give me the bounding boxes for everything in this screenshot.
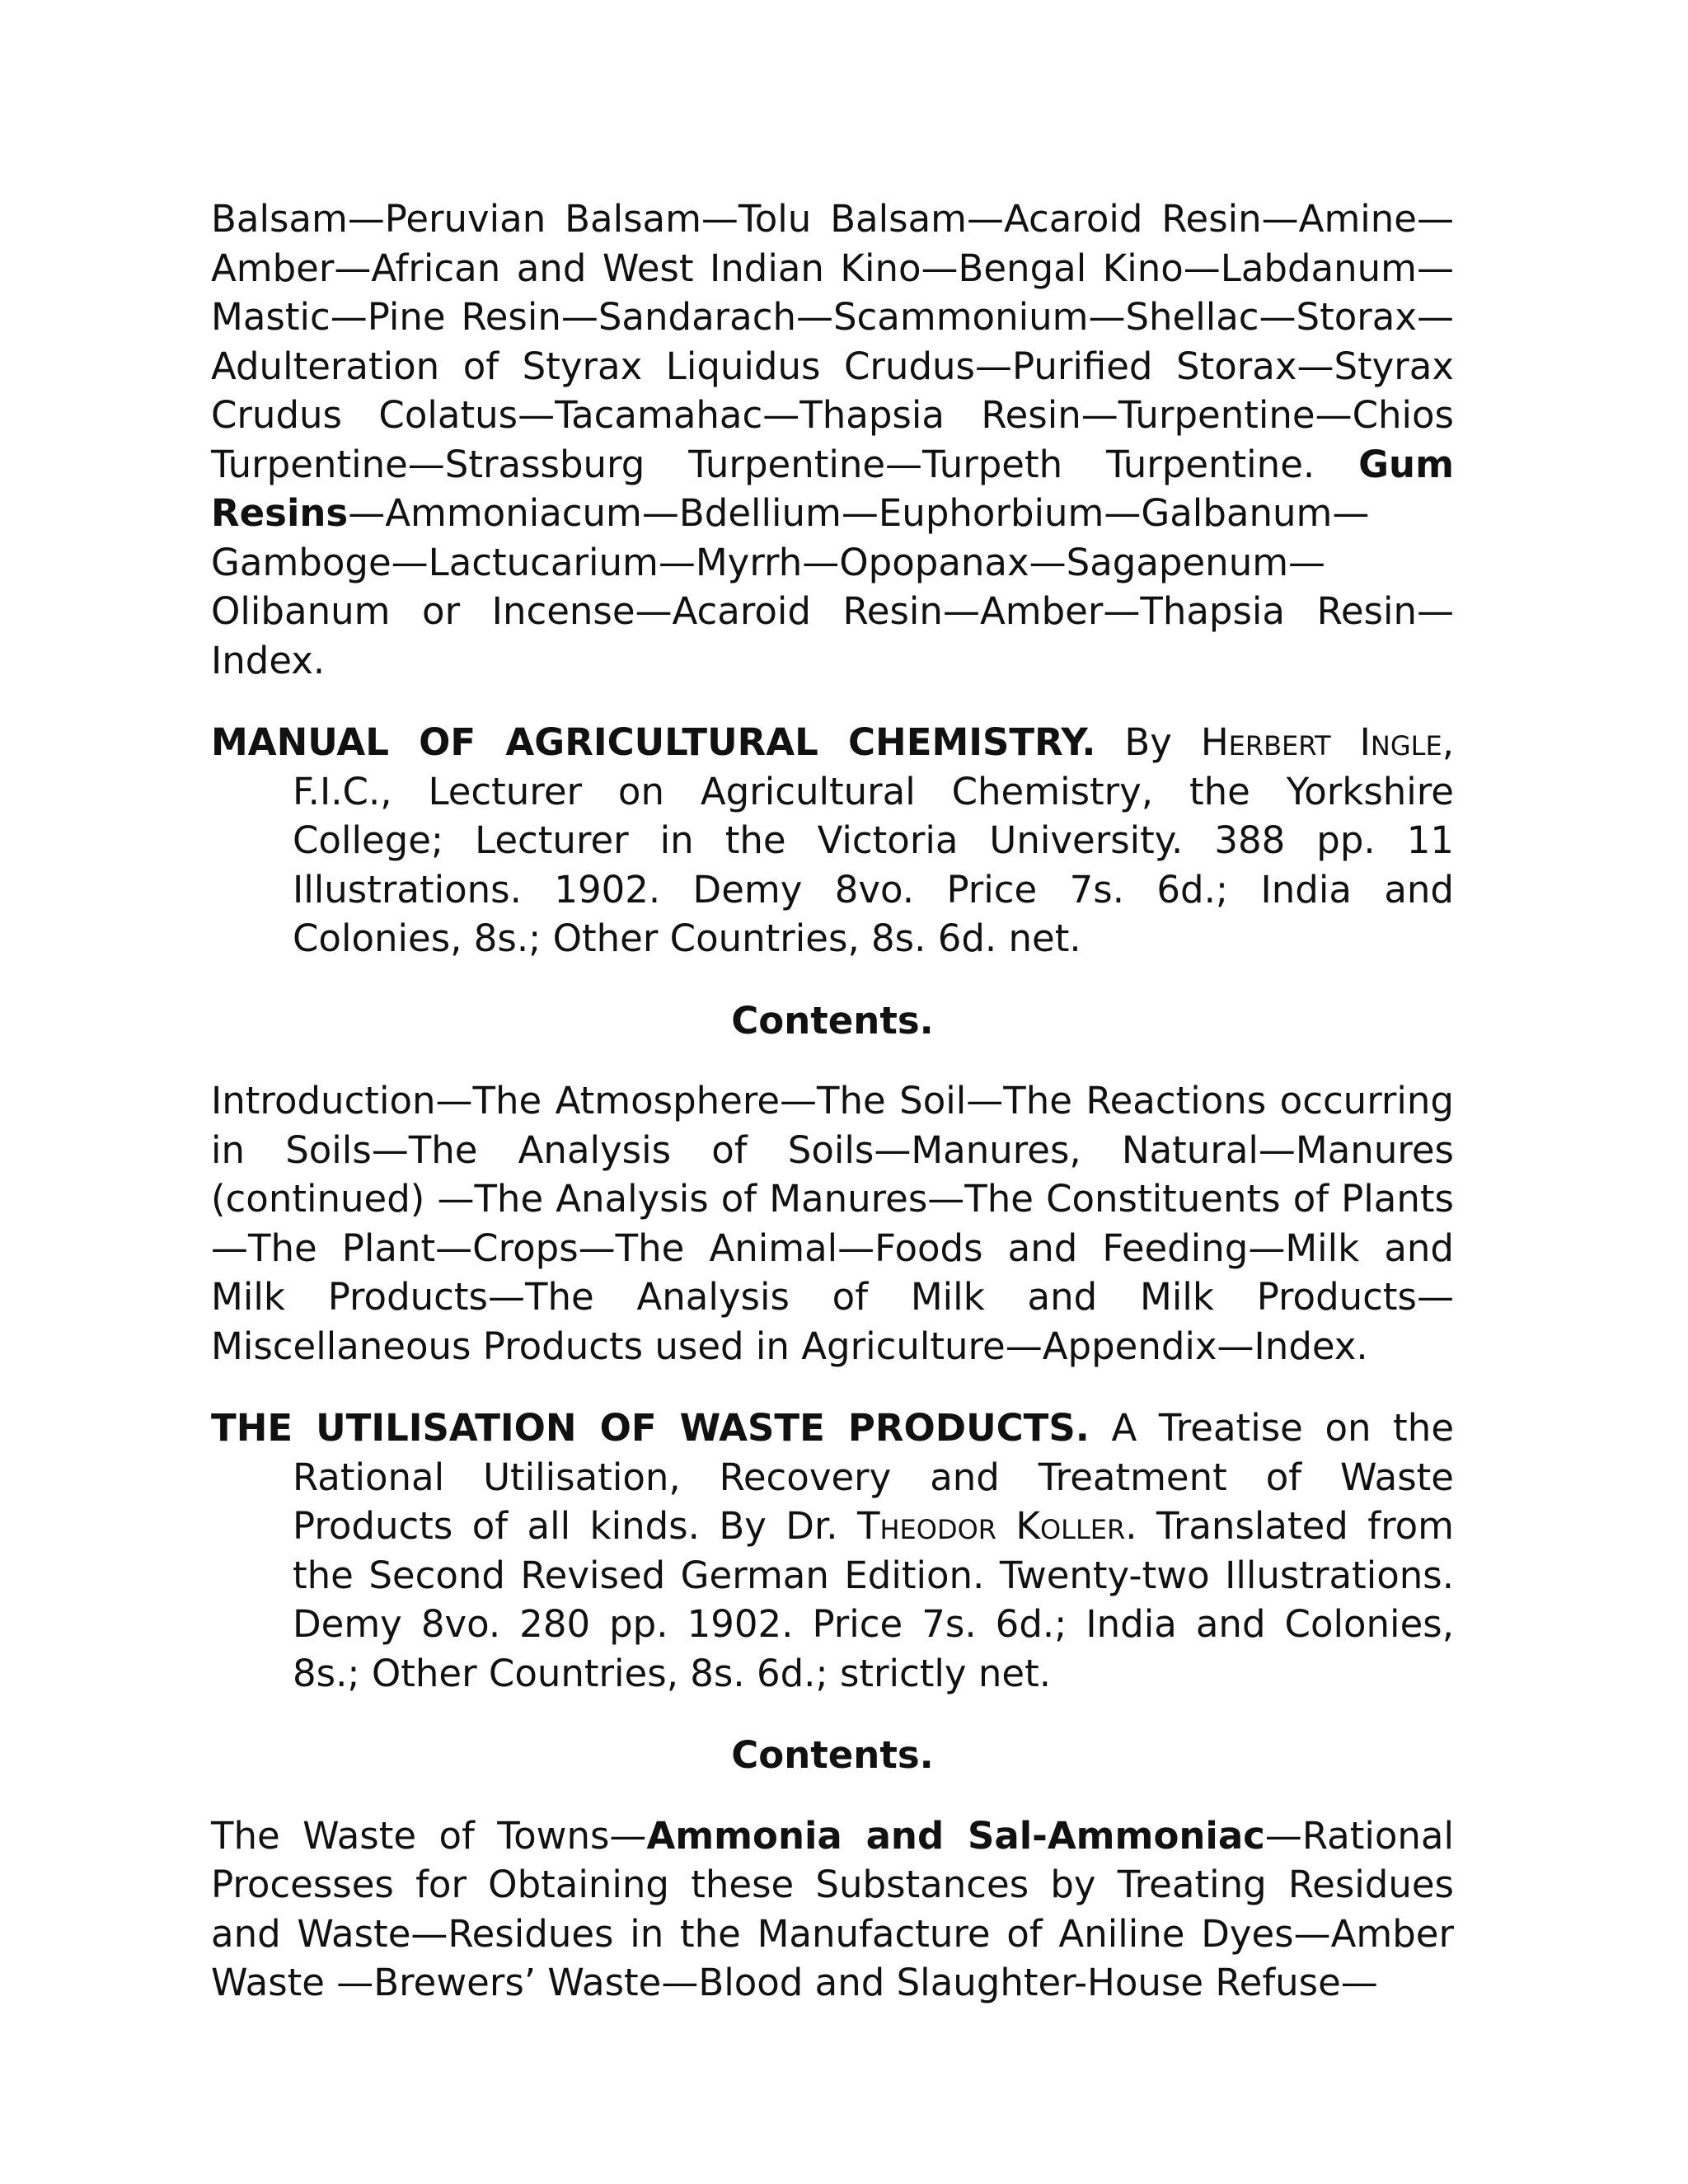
waste-of-towns-text: The Waste of Towns—: [211, 1813, 647, 1858]
contents-heading-2: Contents.: [731, 1733, 934, 1777]
author-theodor-koller: Theodor Koller: [857, 1504, 1126, 1548]
waste-products-description: A Treatise on the Rational Utilisation, Recovery and Treatment of Waste Products of all kinds. By Dr.: [293, 1406, 1454, 1548]
by-label: By: [1095, 720, 1201, 764]
waste-products-entry: [211, 1404, 1454, 1698]
page-content: [211, 194, 1454, 2041]
resins-list-text: Balsam—Peruvian Balsam—Tolu Balsam—Acaroid Resin—Amine—Amber—African and West Indian Kino—Bengal Kino—Labdanum—Mastic—Pine Resin—Sandarach—Scammonium—Shellac—Storax—Adulteration of Styrax Liquidus Crudus—Purified Storax—Styrax Crudus Colatus—Tacamahac—Thapsia Resin—Turpentine—Chios Turpentine—Strassburg Turpentine—Turpeth Turpentine.: [211, 197, 1454, 486]
waste-products-title: THE UTILISATION OF WASTE PRODUCTS.: [211, 1406, 1090, 1450]
agricultural-chemistry-entry: [211, 718, 1454, 963]
contents-heading-1: Contents.: [731, 998, 934, 1043]
agricultural-chemistry-contents: Introduction—The Atmosphere—The Soil—The Reactions occurring in Soils—The Analysis of Soils—Manures, Natural—Manures (continued) —The Analysis of Manures—The Constituents of Plants—The Plant—Crops—The Animal—Foods and Feeding—Milk and Milk Products—The Analysis of Milk and Milk Products—Miscellaneous Products used in Agriculture—Appendix—Index.: [211, 1079, 1454, 1368]
waste-products-contents-text: —Rational Processes for Obtaining these Substances by Treating Residues and Waste—Residues in the Manufacture of Aniline Dyes—Amber Waste —Brewers’ Waste—Blood and Slaughter-House Refuse—: [211, 1813, 1454, 2004]
agricultural-chemistry-title: MANUAL OF AGRICULTURAL CHEMISTRY.: [211, 720, 1096, 764]
agricultural-chemistry-details: , F.I.C., Lecturer on Agricultural Chemistry, the Yorkshire College; Lecturer in the Victoria University. 388 pp. 11 Illustrations. 1902. Demy 8vo. Price 7s. 6d.; India and Colonies, 8s.; Other Countries, 8s. 6d. net.: [293, 720, 1454, 960]
author-herbert-ingle: Herbert Ingle: [1200, 720, 1442, 764]
gum-resins-list-text: —Ammoniacum—Bdellium—Euphorbium—Galbanum—Gamboge—Lactucarium—Myrrh—Opopanax—Sagapenum—Olibanum or Incense—Acaroid Resin—Amber—Thapsia Resin—Index.: [211, 491, 1454, 682]
waste-products-contents: [211, 1811, 1454, 2008]
waste-products-details: . Translated from the Second Revised German Edition. Twenty-two Illustrations. Demy 8vo. 280 pp. 1902. Price 7s. 6d.; India and Colonies, 8s.; Other Countries, 8s. 6d.; strictly net.: [293, 1504, 1454, 1695]
resins-contents-paragraph: [211, 194, 1454, 685]
ammonia-label: Ammonia and Sal-Ammoniac: [646, 1813, 1265, 1858]
gum-resins-label: Gum Resins: [211, 442, 1454, 535]
